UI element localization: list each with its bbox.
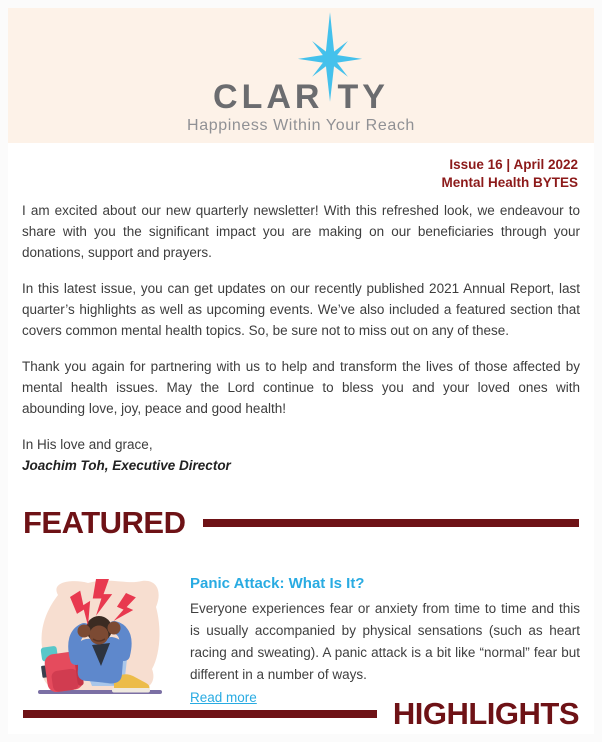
featured-divider-line [203,519,579,527]
featured-section-title: FEATURED [23,505,186,540]
read-more-link[interactable]: Read more [190,690,257,705]
intro-letter [8,192,594,476]
letter-signature: Joachim Toh, Executive Director [22,458,231,473]
featured-article [30,573,580,715]
featured-section-header [8,506,594,540]
logo-text-right: TY [337,78,389,116]
highlights-section-title: HIGHLIGHTS [392,696,579,731]
highlights-section-header [8,697,594,731]
letter-paragraph-1: I am excited about our new quarterly newsletter! With this refreshed look, we endeavour to share with you the significant impact you are making on our beneficiaries through your donations, support and prayers. [22,203,580,260]
letter-paragraph-2: In this latest issue, you can get updates on our recently published 2021 Annual Report, last quarter’s highlights as well as upcoming events. We’ve also included a featured section that covers common mental health topics. So, be sure not to miss out on any of these. [22,281,580,338]
clarity-logo [8,8,594,135]
letter-paragraph-3: Thank you again for partnering with us to help and transform the lives of those affected by mental health issues. May the Lord continue to bless you and your loved ones with abounding love, joy, peace and good health! [22,359,580,416]
issue-subtitle: Mental Health BYTES [441,175,578,190]
featured-article-text [190,573,580,715]
issue-banner [8,143,594,192]
letter-signoff: In His love and grace, [22,437,153,452]
header-banner [8,8,594,143]
issue-number: Issue 16 | April 2022 [449,157,578,172]
star-icon [323,74,337,108]
logo-tagline: Happiness Within Your Reach [187,117,415,134]
panic-attack-illustration [30,573,172,715]
highlights-divider-line [23,710,377,718]
newsletter-content [8,8,594,734]
logo-text-left: CLAR [213,78,324,116]
featured-article-title[interactable]: Panic Attack: What Is It? [190,575,365,592]
featured-article-body: Everyone experiences fear or anxiety from time to time and this is usually accompanied by physical sensations (such as heart racing and sweating). A panic attack is a bit like “normal” fear but different in a number of ways. [190,601,580,682]
logo-wordmark [213,74,389,114]
